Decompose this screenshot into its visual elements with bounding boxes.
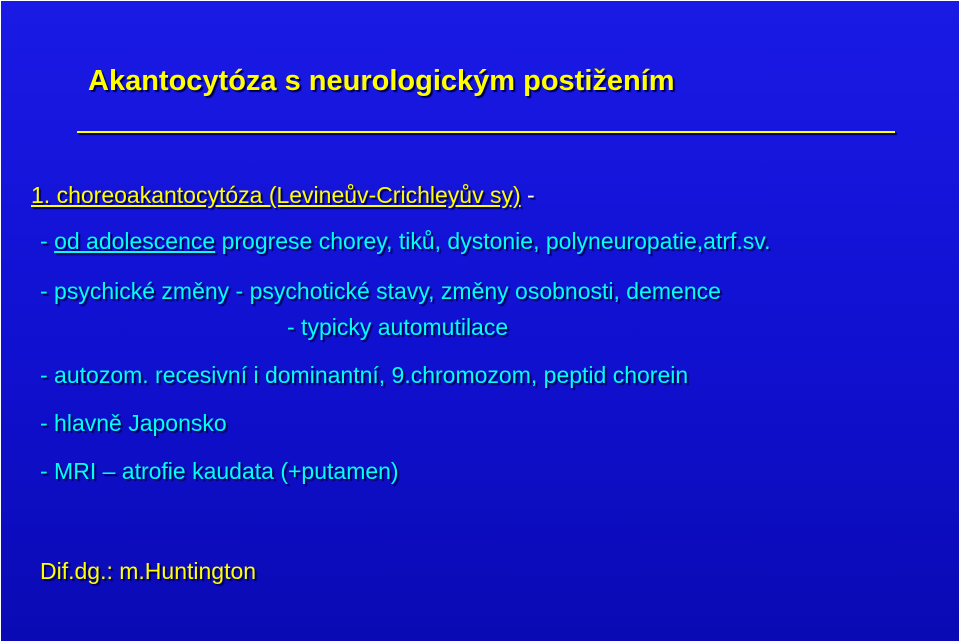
adolescence-underlined: od adolescence: [54, 228, 216, 254]
differential-diagnosis: Dif.dg.: m.Huntington: [40, 558, 257, 584]
slide-title: Akantocytóza s neurologickým postižením: [88, 65, 675, 97]
heading-line: [31, 181, 535, 209]
heading-text: 1. choreoakantocytóza (Levineův-Crichleyův sy): [31, 182, 521, 208]
mri-line: - MRI – atrofie kaudata (+putamen): [40, 458, 399, 484]
title-underline: [77, 131, 895, 133]
psych-line: - psychické změny - psychotické stavy, změny osobnosti, demence: [40, 278, 721, 304]
slide: [1, 1, 959, 641]
typicky-line: - typicky automutilace: [287, 314, 509, 340]
autozom-line: - autozom. recesivní i dominantní, 9.chromozom, peptid chorein: [40, 362, 689, 388]
heading-suffix: -: [520, 182, 535, 208]
adolescence-dash: -: [40, 228, 55, 254]
hlavne-line: - hlavně Japonsko: [40, 410, 227, 436]
adolescence-rest: progrese chorey, tiků, dystonie, polyneuropatie,atrf.sv.: [215, 228, 771, 254]
adolescence-line: [40, 227, 770, 255]
